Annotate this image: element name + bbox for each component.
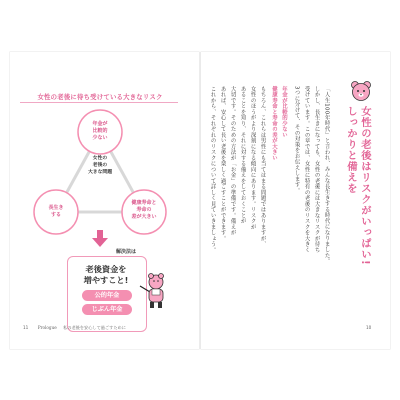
body2-column-4: 大切です。そのための方法が「お金」の準備です。備えが (229, 86, 236, 236)
left-page-number: 11 (23, 325, 29, 330)
subhead-2: 健康寿命と寿命の差が大きい (271, 86, 277, 161)
bear-mascot-icon (350, 80, 372, 102)
circle-text-right: 健康寿命と 寿命の 差が大きい (131, 200, 157, 220)
body-column-3: 受けています。この章では、女性に特有の老後のリスクを大きく (303, 86, 310, 253)
body2-column-1: もちろん、これらは男性にも当てはまる問題ではありますが、 (259, 86, 266, 247)
solution-label: 解決法は (116, 249, 137, 255)
right-page-number: 10 (366, 325, 372, 330)
solution-text: 老後資金を 増やすこと! (83, 264, 129, 285)
circle-text-top: 年金が 比較的 少ない (92, 121, 108, 141)
body-column-2: しかし、長生きになっても、女性の老後には大きなリスクが待ち (313, 86, 320, 253)
footer-left (23, 325, 126, 331)
body-column-4: 3つに分けて、その対策をお伝えします。 (293, 86, 300, 194)
circle-text-left: 長生き する (48, 205, 64, 218)
body2-column-2: 女性のほうがより深刻になる傾向にあります。リスクが (249, 86, 256, 230)
footer-title: 私の老後を安心して過ごすために (63, 325, 126, 330)
heading-line-2: しっかりと備えを (345, 106, 357, 194)
heading-line-1: 女性の老後はリスクがいっぱい! (359, 106, 371, 266)
center-text: 女性の 老後の 大きな問題 (88, 156, 112, 175)
footer-section: Prologue (37, 325, 57, 330)
subhead-1: 年金が比較的少ない (281, 86, 287, 138)
body2-column-3: あることを知り、それに対する備えをしておくことが (239, 86, 246, 224)
pill-public-pension: 公的年金 (82, 290, 132, 301)
pointing-bear-icon (138, 272, 172, 310)
pill-private-pension: じぶん年金 (82, 304, 132, 315)
body2-column-6: これから、それぞれのリスクについて詳しく見ていきましょう。 (209, 86, 216, 253)
figure-title-underline (20, 102, 178, 103)
figure-title: 女性の老後に待ち受けている大きなリスク (37, 93, 163, 101)
down-arrow-icon (92, 230, 108, 247)
body2-column-5: あれば、安心して長い老後を楽しく過ごすことができます。 (219, 86, 226, 242)
body-column-1: 「人生100年時代」と言われ、みんな長生きする時代になりました。 (323, 86, 330, 265)
